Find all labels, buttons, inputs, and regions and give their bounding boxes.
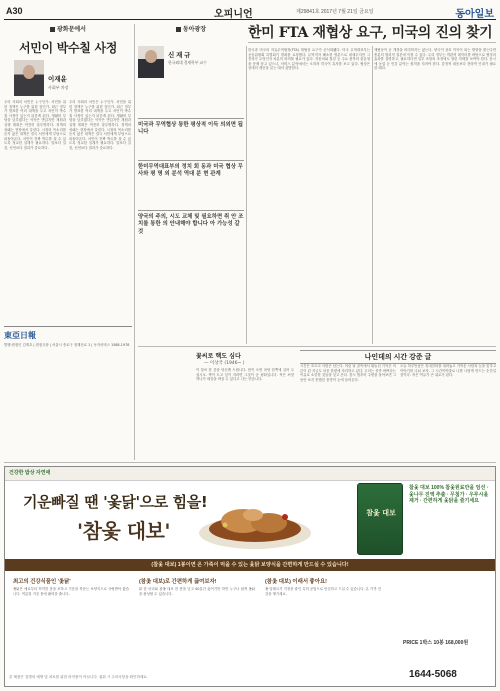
column-byline: [14, 60, 132, 96]
nana-body-2: 오늘 하루만큼은 휴대전화를 내려놓고 가까운 사람과 눈을 맞추고 이야기를 나눠 보자. 그 시간이야말로 나를 나답게 만드는 순간일 것이다. 작은 여유가 큰 위로가 된다.: [400, 364, 496, 378]
ad-column-3: [265, 577, 381, 667]
pull-quote-1: 미국과 무역협상 통한 평상적 이득 의외면 됩니다: [138, 118, 244, 137]
poem-body: 이 꽃씨 한 줌을 당신께 드립니다. 봄이 오면 마당 한쪽에 심어 두십시오. 싹이 트고 잎이 자라면 그것이 곧 평화입니다. 작은 씨앗 하나가 세상을 바꿀 수 있다고 나는 믿습니다.: [196, 368, 294, 382]
masthead: [4, 326, 132, 372]
ad-column-1-title: 최고의 건강식품인 '옻닭': [13, 579, 71, 585]
masthead-info: 발행·편집인 김재호 | 편집국장 | 서울시 종로구 청계천로 1 | 독자서비스 1588-1978: [4, 343, 130, 347]
ad-pack-label: 참옻 대보: [366, 508, 396, 517]
ad-chicken-dish-image: [195, 487, 315, 551]
ad-brand: '참옻 대보': [77, 519, 170, 543]
ad-column-1-text: 옻닭은 예로부터 허약한 몸을 보하고 기운을 북돋는 보양식으로 사랑받아 왔습니다. 여름철 지친 몸에 활력을 줍니다.: [13, 587, 129, 596]
pull-quote-2: 한미무역대표부의 정치 회 동과 미국 협상 무사와 평 명 외 분석 역대 분 현 관계: [138, 160, 244, 179]
ad-column-1: [13, 577, 129, 667]
column-kicker: 광화문에서: [4, 24, 132, 33]
ad-side-text: 참옻 대보 100% 참옻원료만을 엄선 · 옻나무 진액 추출 · 무첨가 · 우루시올 제거 · 간편하게 옻닭을 즐기세요: [409, 485, 489, 505]
publication-info: 제29841호 2017년 7월 21일 금요일: [296, 9, 374, 15]
newspaper-name: 동아일보: [455, 9, 494, 20]
author-photo: [14, 60, 44, 96]
author-name: 이재윤: [48, 76, 67, 83]
ad-phone-number[interactable]: 1644-5068: [409, 669, 457, 680]
section-title: 오피니언: [214, 9, 253, 20]
page-header: [4, 4, 496, 20]
ad-top-bar: [5, 467, 495, 481]
ad-column-3-text: 옻 알레르기 걱정을 줄인 특허 공법으로 안심하고 드실 수 있습니다. 온 가족 건강을 챙기세요.: [265, 587, 381, 596]
ad-product-package: [357, 483, 403, 555]
ad-column-3-title: (참옻 대보) 이래서 좋아요!: [265, 579, 327, 585]
editorial-author: [138, 46, 244, 78]
ad-band: (참옻 대보) 1봉이면 온 가족이 먹을 수 있는 옻닭 보양식을 간편하게 만드실 수 있습니다!: [5, 559, 495, 571]
advertisement[interactable]: [4, 466, 496, 687]
editorial-kicker: 동아광장: [138, 24, 244, 33]
masthead-name: 東亞日報: [4, 330, 36, 340]
column-title: 서민이 박수칠 사정: [18, 41, 118, 55]
editorial-body-1: 한국과 미국의 자유무역협정(FTA) 재협상 요구가 공식화됐다. 미국 무역대표부는 공동위원회 특별회기 개최를 요청했다. 무역적자 해소를 명분으로 내세우지만 그 진의가 무엇인지 차분히 따져볼 필요가 있다. 자동차와 철강 등 주요 품목의 불균형을 문제 삼고 있으나, 서비스 분야에서는 오히려 미국이 흑자를 보고 있다. 협상은 상대의 계산을 읽는 데서 출발한다.: [248, 48, 370, 71]
ad-price: PRICE 1박스 10봉 168,000원: [403, 640, 469, 646]
editorial-author-role: 한국외대 경제학부 교수: [168, 61, 207, 65]
nana-column-title: 나인데의 시간 강준 글: [300, 350, 496, 364]
poem-author: — 이상국 (1946~ ): [204, 361, 245, 366]
editorial-author-photo: [138, 46, 164, 78]
ad-column-2-text: 닭 한 마리와 참옻 대보 한 봉을 넣고 40분간 끓이기만 하면 누구나 쉽게 옻닭을 완성할 수 있습니다.: [139, 587, 255, 596]
editorial-body-2: 재협상이 곧 개정을 의미하지는 않는다. 양국이 상호 이익이 되는 방향을 찾는다면 충분히 합리적 결론에 이를 수 있다. 우리 정부는 객관적 데이터를 바탕으로 협정의 효과를 설명하고, 필요하다면 일부 조항의 조정에도 열린 자세를 보여야 한다. 동시에 농업 등 민감 분야는 원칙을 지켜야 한다. 감정적 대응보다 전략적 인내가 필요한 때다.: [374, 48, 496, 71]
column-body-2: 우리 사회의 서민은 누구인가. 서민을 위한 정책은 누구를 위한 것인가. 최근 정부가 발표한 여러 대책을 두고 서민이 박수칠 사정이 있는지 되묻게 된다. 생활비 부담을 낮추겠다는 약속은 반갑지만 재원과 실행 계획은 여전히 불투명하다. 정책의 성패는 현장에서 갈린다. 시장의 목소리를 듣지 않은 대책은 결국 서민에게 부담으로 되돌아온다. 서민이 진짜 박수를 칠 수 있도록 정교한 설계가 필요하다. 말보다 실천, 선언보다 결과가 중요하다.: [69, 100, 131, 150]
nana-body-1: 시간은 흐르고 사람은 남는다. 어린 날 골목에서 뛰놀던 기억은 어른이 된 지금도 마음 한편에 자리하고 있다. 우리는 종종 바쁘다는 이유로 소중한 것들을 잊고 산다. 잠시 멈추어 주변을 돌아보면 그동안 보지 못했던 풍경이 눈에 들어온다.: [300, 364, 396, 382]
column-body-1: 우리 사회의 서민은 누구인가. 서민을 위한 정책은 누구를 위한 것인가. 최근 정부가 발표한 여러 대책을 두고 서민이 박수칠 사정이 있는지 되묻게 된다. 생활비 부담을 낮추겠다는 약속은 반갑지만 재원과 실행 계획은 여전히 불투명하다. 정책의 성패는 현장에서 갈린다. 시장의 목소리를 듣지 않은 대책은 결국 서민에게 부담으로 되돌아온다. 서민이 진짜 박수를 칠 수 있도록 정교한 설계가 필요하다. 말보다 실천, 선언보다 결과가 중요하다.: [4, 100, 66, 150]
editorial-author-name: 신 재 규: [168, 52, 191, 59]
ad-disclaimer: 본 제품은 질병의 예방 및 치료를 위한 의약품이 아닙니다. 섭취 시 주의사항을 확인하세요.: [9, 675, 148, 679]
column-gwanghwamun: [4, 24, 132, 372]
pull-quote-3: 양국의 주의, 시도 교체 및 필요하면 취 안 조치를 통한 의 안내해야 합니다 아 가능성 갈 것: [138, 210, 244, 236]
editorial-title: 한미 FTA 재협상 요구, 미국의 진의 찾기: [248, 25, 493, 41]
ad-column-2-title: (참옻 대보)로 간편하게 끓여보자!: [139, 579, 217, 585]
ad-headline: 기운빠질 땐 '옻닭'으로 힘을!: [23, 493, 208, 511]
page-number: A30: [6, 6, 23, 16]
ad-badge: 건강한 밥상 자연애: [9, 470, 51, 476]
ad-column-2: [139, 577, 255, 667]
author-role: 사회부 차장: [48, 85, 69, 90]
poem-title: 꽃씨로 핵도 심다: [196, 353, 241, 360]
